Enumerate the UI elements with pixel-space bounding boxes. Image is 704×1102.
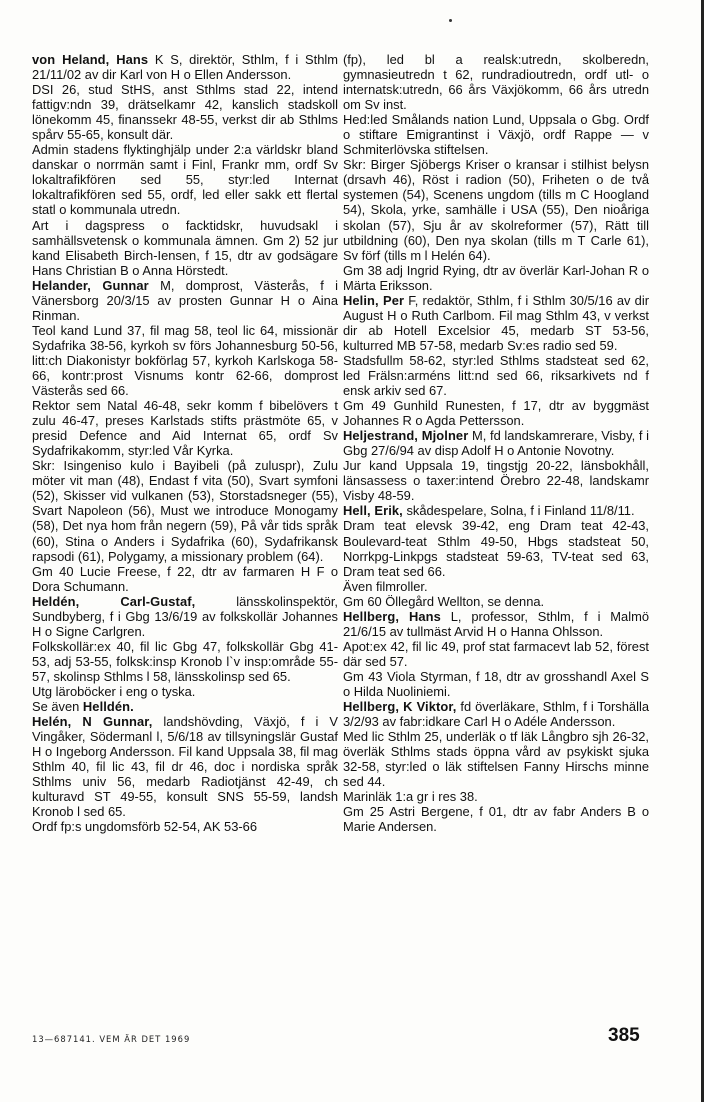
entry-paragraph [343,699,649,729]
entry-text: Gm 38 adj Ingrid Rying, dtr av överlär Karl-Johan R o Märta Eriksson. [343,262,649,293]
entry-name: von Heland, Hans [32,52,149,67]
entry-paragraph [32,594,338,639]
entry-continuation [343,52,649,112]
entry-continuation [343,353,649,398]
entry-text: M, domprost, Västerås, f i Vänersborg 20/3/15 av prosten Gunnar H o Aina Rinman. [32,277,338,323]
entry-text: Hed:led Smålands nation Lund, Uppsala o Gbg. Ordf o stiftare Emigrantinst i Växjö, ordf Rappe — v Schmiterlövska stiftelsen. [343,112,649,158]
entry-continuation [343,398,649,428]
entry-text: Admin stadens flyktinghjälp under 2:a världskr bland danskar o norrmän samt i Finl, Frankr mm, ordf Sv lokaltrafikfören sed 55, styr:led Internat lokaltrafikfören sed 55, ordf, led eller sakk ett flertal statl o kommunala utredn. [32,142,338,218]
entry-continuation [32,564,338,594]
entry-name: Helén, N Gunnar, [32,714,153,730]
entry-name: Hell, Erik, [343,503,403,519]
entry-text: K S, direktör, Sthlm, f i Sthlm 21/11/02 av dir Karl von H o Ellen Andersson. [32,52,338,83]
entry-text: Gm 25 Astri Bergene, f 01, dtr av fabr Anders B o Marie Andersen. [343,804,649,835]
entry-text: Skr: Isingeniso kulo i Bayibeli (på zuluspr), Zulu möter vit man (48), Endast f vita (50), Svart symfoni (52), Skisser vid vulkanen (53), Storstadsneger (55), Svart Napoleon (56), Must we introduce Monogamy (58), Det nya hom från negern (59), På vår tids språk (60), Stina o Anders i Sydafrika (60), Sydafrikansk rapsodi (61), Polygamy, a missionary problem (64). [32,458,338,564]
entry-name: Hellberg, Hans [343,608,441,624]
entry-paragraph [343,609,649,639]
entry-text: Apot:ex 42, fil lic 49, prof stat farmacevt lab 52, förest där sed 57. [343,638,649,669]
entry-text: landshövding, Växjö, f i V Vingåker, Södermanl l, 5/6/18 av tillsyningslär Gustaf H o Ingeborg Andersson. Fil kand Uppsala 38, fil mag Sthlm 40, fil lic 43, fil dr 46, doc i nordiska språk Sthlms univ 56, medarb Radiotjänst 42-49, ch kulturavd ST 49-55, konsult SNS 55-59, landsh Kronob l sed 65. [32,714,338,820]
entry-text: Stadsfullm 58-62, styr:led Sthlms stadsteat sed 62, led Frälsn:arméns litt:nd sed 66, riksarkivets nd f ensk arkiv sed 67. [343,352,649,399]
entry-continuation [32,639,338,684]
entry-continuation [343,669,649,699]
entry-continuation [343,729,649,789]
entry-text: Gm 43 Viola Styrman, f 18, dtr av grosshandl Axel S o Hilda Nuoliniemi. [343,668,649,699]
right-column [343,52,649,834]
entry-text: DSI 26, stud StHS, anst Sthlms stad 22, intend fattigv:ndn 39, drätselkamr 42, kanslich stadskoll lönekomm 45, finanssekr 48-55, verkst dir ab Sthlms spårv 55-65, konsult där. [32,82,338,143]
entry-text: Utg läroböcker i eng o tyska. [32,683,196,699]
entry-text: Gm 40 Lucie Freese, f 22, dtr av farmaren H F o Dora Schumann. [32,563,338,594]
entry-continuation [32,218,338,278]
entry-text: Även filmroller. [343,578,428,594]
entry-continuation [32,323,338,398]
entry-continuation [343,518,649,578]
entry-name: Heldén, Carl-Gustaf, [32,593,196,609]
entry-text: Jur kand Uppsala 19, tingstjg 20-22, länsbokhåll, länsassess o taxer:intend Örebro 22-48, landskamr Visby 48-59. [343,458,649,504]
entry-paragraph [32,278,338,323]
entry-text: M, fd landskamrerare, Visby, f i Gbg 27/6/94 av disp Adolf H o Antonie Novotny. [343,428,649,459]
entry-paragraph [343,428,649,458]
entry-name: Helander, Gunnar [32,277,149,293]
entry-continuation [343,594,649,609]
entry-paragraph [32,714,338,819]
entry-continuation [32,142,338,217]
entry-name: Heljestrand, Mjolner [343,428,469,444]
entry-text: Med lic Sthlm 25, underläk o tf läk Långbro sjh 26-32, överläk Sthlms stads öppna vård av psykiskt sjuka 32-58, styr:led o läk stiftelsen Fanny Hirschs minne sed 44. [343,729,649,790]
cross-reference: Helldén. [82,699,134,715]
left-column [32,52,338,834]
entry-continuation [32,82,338,142]
entry-text: Skr: Birger Sjöbergs Kriser o kransar i stilhist belysn (drsavh 46), Röst i radion (50), Friheten o de två systemen (54), Scenens ungdom (tills m C Hoogland 54), Skola, yrke, samhälle i USA (55), Den nioåriga skolan (57), Sju år av skolreformer (57), Rätt till utbildning (60), Den nya skolan (tills m T Carle 61), Sv förf (tills m l Helén 64). [343,157,649,263]
entry-text: Art i dagspress o facktidskr, huvudsakl i samhällsvetensk o kommunala ämnen. Gm 2) 52 jur kand Elisabeth Birch-Iensen, f 15, dtr av godsägare Hans Christian B o Anna Hörstedt. [32,217,338,278]
entry-continuation [343,112,649,157]
entry-continuation [32,819,338,834]
entry-continuation [343,263,649,293]
entry-continuation [32,684,338,699]
entry-text: Gm 49 Gunhild Runesten, f 17, dtr av byggmäst Johannes R o Agda Pettersson. [343,398,649,429]
entry-text: (fp), led bl a realsk:utredn, skolberedn, gymnasieutredn t 62, rundradioutredn, ordf utl- o internatsk:utredn, 66 års Växjökomm, 66 års utredn om Sv inst. [343,52,649,113]
entry-text: Dram teat elevsk 39-42, eng Dram teat 42-43, Boulevard-teat Sthlm 49-50, Hbgs stadsteat 50, Norrkpg-Linkpgs stadsteat 59-63, TV-teat sed 63, Dram teat sed 66. [343,518,649,579]
entry-text: L, professor, Sthlm, f i Malmö 21/6/15 av tullmäst Arvid H o Hanna Ohlsson. [343,608,649,639]
entry-continuation [32,398,338,458]
entry-continuation [343,804,649,834]
entry-text: Teol kand Lund 37, fil mag 58, teol lic 64, missionär Sydafrika 38-56, kyrkoh sv förs Johannesburg 50-56, litt:ch Diakonistyr bokförlag 57, kyrkoh Karlskoga 58-66, kontr:prost Visnums kontr 62-66, domprost Västerås sed 66. [32,322,338,399]
entry-continuation [32,699,338,714]
entry-continuation [343,458,649,503]
entry-text: F, redaktör, Sthlm, f i Sthlm 30/5/16 av dir August H o Ruth Carlbom. Fil mag Sthlm 43, v verkst dir ab Hotell Excelsior 45, medarb ST 53-56, kulturred MB 57-58, medarb Sv:es radio sed 59. [343,292,649,353]
entry-continuation [343,789,649,804]
entry-text: Ordf fp:s ungdomsförb 52-54, AK 53-66 [32,819,258,835]
entry-text: Folkskollär:ex 40, fil lic Gbg 47, folkskollär Gbg 41-53, adj 53-55, folksk:insp Kronob l`v insp:område 55-57, skolinsp Sthlms l 58, länsskolinsp sed 65. [32,638,338,684]
entry-paragraph [343,503,649,518]
entry-paragraph [32,52,338,82]
speck-mark [449,19,452,22]
entry-text: Rektor sem Natal 46-48, sekr komm f bibelövers t zulu 46-47, preses Karlstads stifts prästmöte 65, v presid Defence and Aid Internat 65, ordf Sv Sydafrikakomm, styr:led Vår Kyrka. [32,398,338,459]
entry-text: Marinläk 1:a gr i res 38. [343,789,478,805]
entry-text: länsskolinspektör, Sundbyberg, f i Gbg 13/6/19 av folkskollär Johannes H o Signe Carlgren. [32,593,338,639]
entry-continuation [343,157,649,262]
entry-text: fd överläkare, Sthlm, f i Torshälla 3/2/93 av fabr:idkare Carl H o Adéle Andersson. [343,699,649,730]
entry-text: Se även [32,699,83,715]
entry-continuation [343,579,649,594]
entry-text: Gm 60 Öllegård Wellton, se denna. [343,593,545,609]
entry-name: Hellberg, K Viktor, [343,699,457,715]
entry-paragraph [343,293,649,353]
entry-continuation [343,639,649,669]
footer-code: 13—687141. VEM ÄR DET 1969 [32,1034,191,1044]
entry-continuation [32,458,338,563]
entry-text: skådespelare, Solna, f i Finland 11/8/11. [402,503,635,519]
entry-name: Helin, Per [343,292,405,308]
page-number: 385 [608,1025,640,1046]
